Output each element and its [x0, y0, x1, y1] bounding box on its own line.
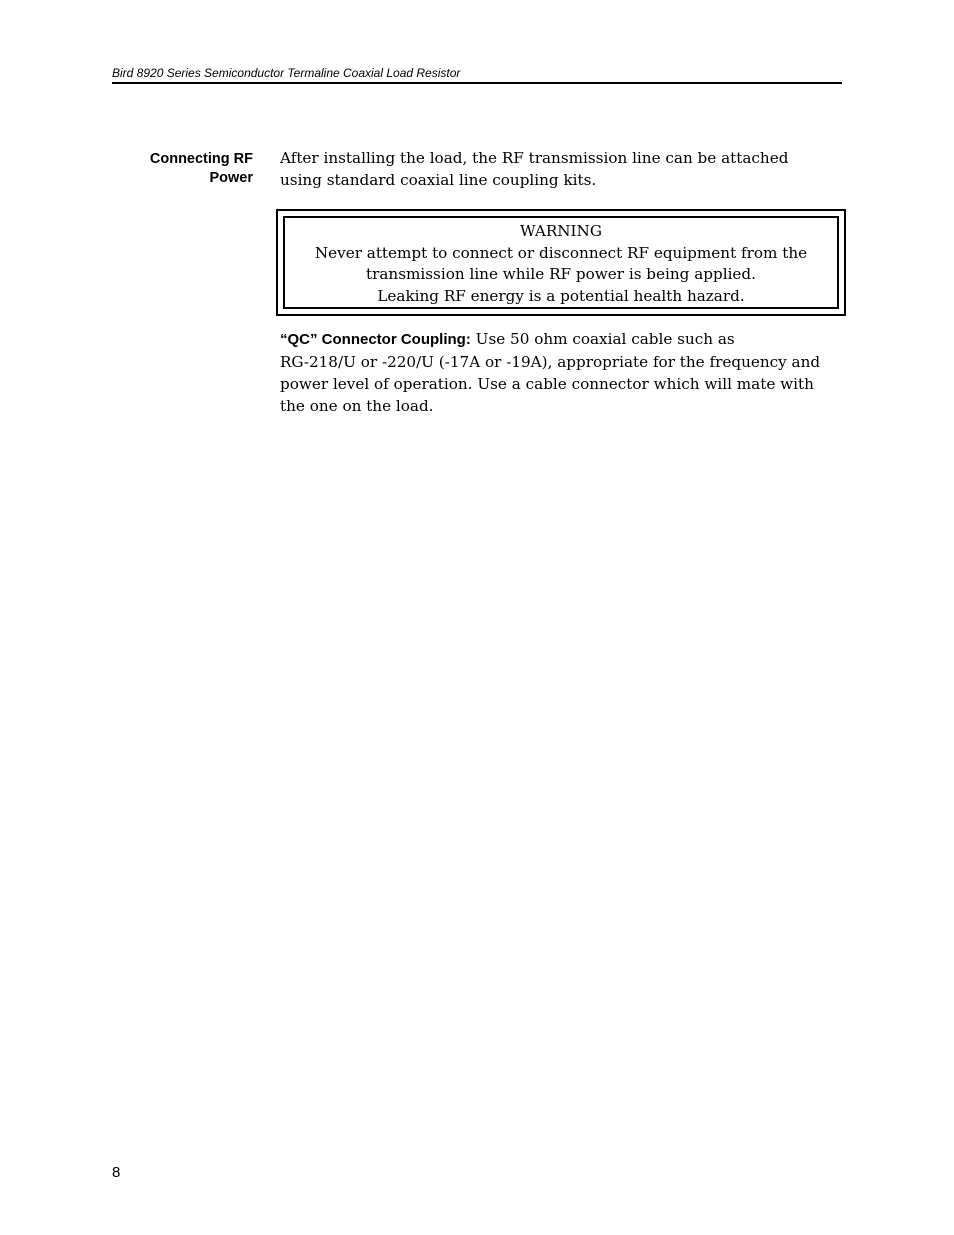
warning-title: WARNING: [520, 222, 602, 240]
qc-line-1: [280, 328, 820, 351]
side-heading-line-1: Connecting RF: [149, 151, 253, 167]
header-rule: [112, 82, 842, 84]
intro-paragraph: [280, 147, 788, 191]
intro-line-2: using standard coaxial line coupling kits.: [280, 171, 597, 189]
qc-line-2: RG-218/U or -220/U (-17A or -19A), appropriate for the frequency and: [280, 353, 821, 371]
warning-line-1: Never attempt to connect or disconnect RF equipment from the: [314, 243, 808, 262]
running-header-title: Bird 8920 Series Semiconductor Termaline Coaxial Load Resistor: [112, 66, 461, 80]
qc-line-4: the one on the load.: [280, 397, 434, 415]
qc-coupling-paragraph: [280, 328, 820, 417]
intro-line-1: After installing the load, the RF transmission line can be attached: [280, 149, 789, 167]
section-side-heading: [112, 150, 253, 188]
warning-box-inner: [283, 216, 839, 309]
qc-line-3: power level of operation. Use a cable connector which will mate with: [280, 375, 814, 393]
warning-box: [276, 209, 846, 316]
page-number: 8: [112, 1164, 121, 1181]
warning-line-3: Leaking RF energy is a potential health hazard.: [377, 286, 745, 305]
qc-lead-heading: “QC” Connector Coupling:: [280, 331, 471, 348]
warning-line-2: transmission line while RF power is being applied.: [366, 265, 756, 283]
qc-line-1-text: Use 50 ohm coaxial cable such as: [470, 330, 735, 348]
side-heading-line-2: Power: [209, 170, 253, 186]
